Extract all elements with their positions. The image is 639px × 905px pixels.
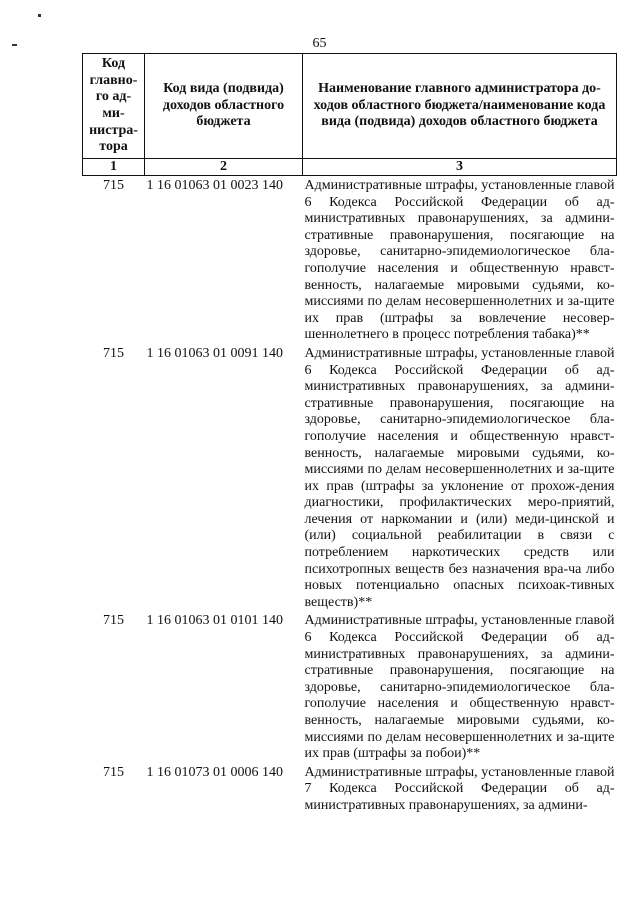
column-number: 3: [303, 159, 617, 176]
income-name: Административные штрафы, установленные главой 6 Кодекса Российской Федерации об ад-министративных правонарушениях, за админи-стративные правонарушения, посягающие на здоровье, санитарно-эпидемиологическое бла-гополучие населения и общественную нравст-венность, налагаемые мировыми судьями, ко-миссиями по делам несовершеннолетних и за-щите их прав (штрафы за уклонение от прохож-дения диагностики, профилактических меро-приятий, лечения от наркомании и (или) меди-цинской и (или) социальной реабилитации в связи с потреблением наркотических средств или психотропных веществ без назначения вра-ча либо новых потенциально опасных психоак-тивных веществ)**: [304, 345, 615, 610]
income-name: Административные штрафы, установленные главой 6 Кодекса Российской Федерации об ад-министративных правонарушениях, за админи-стративные правонарушения, посягающие на здоровье, санитарно-эпидемиологическое бла-гополучие населения и общественную нравст-венность, налагаемые мировыми судьями, ко-миссиями по делам несовершеннолетних и за-щите их прав (штрафы за вовлечение несовер-шеннолетнего в процесс потребления табака)**: [304, 178, 615, 343]
income-code: 1 16 01073 01 0006 140: [146, 764, 283, 780]
scan-mark: [38, 14, 41, 17]
income-name: Административные штрафы, установленные главой 7 Кодекса Российской Федерации об ад-министративных правонарушениях, за админи-: [304, 764, 615, 813]
table-row: [83, 763, 617, 815]
table-row: [83, 611, 617, 762]
income-code: 1 16 01063 01 0101 140: [146, 613, 283, 629]
admin-code: 715: [103, 764, 124, 780]
admin-code: 715: [103, 345, 124, 361]
page-number: 65: [312, 36, 327, 51]
header-income-code: Код вида (подвида) доходов областного бюджета: [145, 54, 303, 159]
column-number: 2: [145, 159, 303, 176]
header-admin-code: Код главно-го ад-ми-нистра-тора: [83, 54, 145, 159]
income-name: Административные штрафы, установленные главой 6 Кодекса Российской Федерации об ад-министративных правонарушениях, за админи-стративные правонарушения, посягающие на здоровье, санитарно-эпидемиологическое бла-гополучие населения и общественную нравст-венность, налагаемые мировыми судьями, ко-миссиями по делам несовершеннолетних и за-щите их прав (штрафы за побои)**: [304, 613, 615, 762]
header-name: Наименование главного администратора до-ходов областного бюджета/наименование кода вида (подвида) доходов областного бюджета: [303, 54, 617, 159]
admin-code: 715: [103, 613, 124, 629]
income-code: 1 16 01063 01 0023 140: [146, 178, 283, 193]
income-codes-table: [82, 53, 617, 815]
table-row: [83, 176, 617, 344]
table-row: [83, 344, 617, 612]
admin-code: 715: [103, 178, 124, 193]
income-code: 1 16 01063 01 0091 140: [146, 345, 283, 361]
column-number: 1: [83, 159, 145, 176]
